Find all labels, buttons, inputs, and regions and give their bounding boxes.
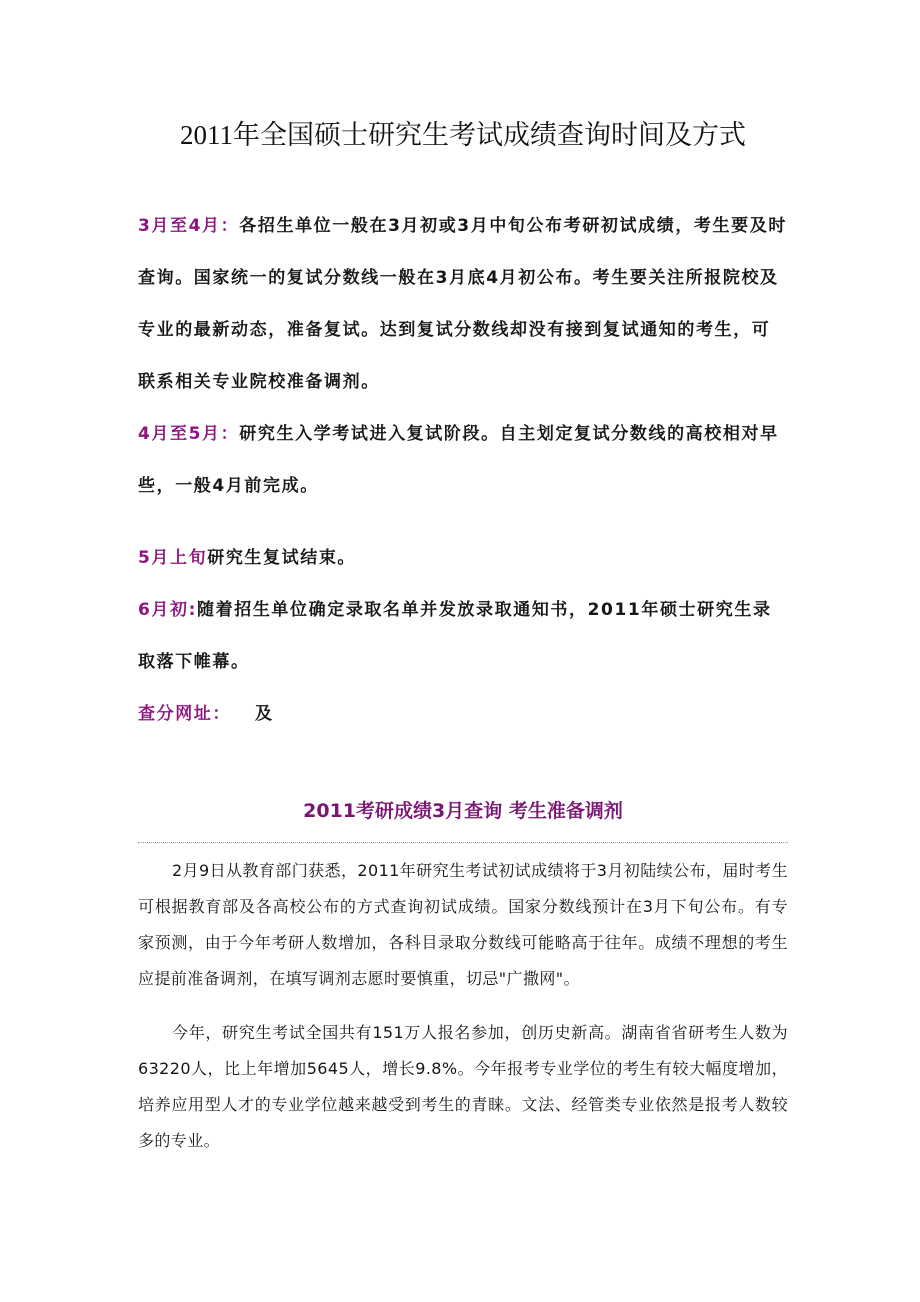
schedule-label: 5月上旬 xyxy=(138,548,208,568)
news-paragraph: 2月9日从教育部门获悉，2011年研究生考试初试成绩将于3月初陆续公布，届时考生可根据教育部及各高校公布的方式查询初试成绩。国家分数线预计在3月下旬公布。有专家预测，由于今年考研人数增加，各科目录取分数线可能略高于往年。成绩不理想的考生应提前准备调剂，在填写调剂志愿时要慎重，切忌"广撒网"。 xyxy=(138,861,788,988)
schedule-item-march-april xyxy=(138,200,788,408)
document-title: 2011年全国硕士研究生考试成绩查询时间及方式 xyxy=(180,120,746,150)
dotted-divider xyxy=(138,842,788,843)
score-lookup-text: 及 xyxy=(255,704,274,724)
score-lookup-label: 查分网址： xyxy=(138,704,231,724)
schedule-text: 研究生入学考试进入复试阶段。自主划定复试分数线的高校相对早些，一般4月前完成。 xyxy=(138,424,779,496)
schedule-label: 6月初: xyxy=(138,600,198,620)
news-paragraph: 今年，研究生考试全国共有151万人报名参加，创历史新高。湖南省省研考生人数为63220人，比上年增加5645人，增长9.8%。今年报考专业学位的考生有较大幅度增加，培养应用型人才的专业学位越来越受到考生的青睐。文法、经管类专业依然是报考人数较多的专业。 xyxy=(138,1023,788,1150)
document-page xyxy=(138,110,788,1177)
schedule-text: 随着招生单位确定录取名单并发放录取通知书，2011年硕士研究生录取落下帷幕。 xyxy=(138,600,772,672)
schedule-label: 4月至5月： xyxy=(138,424,240,444)
schedule-label: 3月至4月： xyxy=(138,216,240,236)
schedule-text: 研究生复试结束。 xyxy=(207,548,357,568)
schedule-item-april-may xyxy=(138,408,788,512)
news-title: 2011考研成绩3月查询 考生准备调剂 xyxy=(303,800,623,822)
schedule-item-early-june xyxy=(138,584,788,688)
score-lookup-line xyxy=(138,688,788,740)
schedule-item-early-may xyxy=(138,532,788,584)
schedule-text: 各招生单位一般在3月初或3月中旬公布考研初试成绩，考生要及时查询。国家统一的复试分数线一般在3月底4月初公布。考生要关注所报院校及专业的最新动态，准备复试。达到复试分数线却没有接到复试通知的考生，可联系相关专业院校准备调剂。 xyxy=(138,216,787,392)
